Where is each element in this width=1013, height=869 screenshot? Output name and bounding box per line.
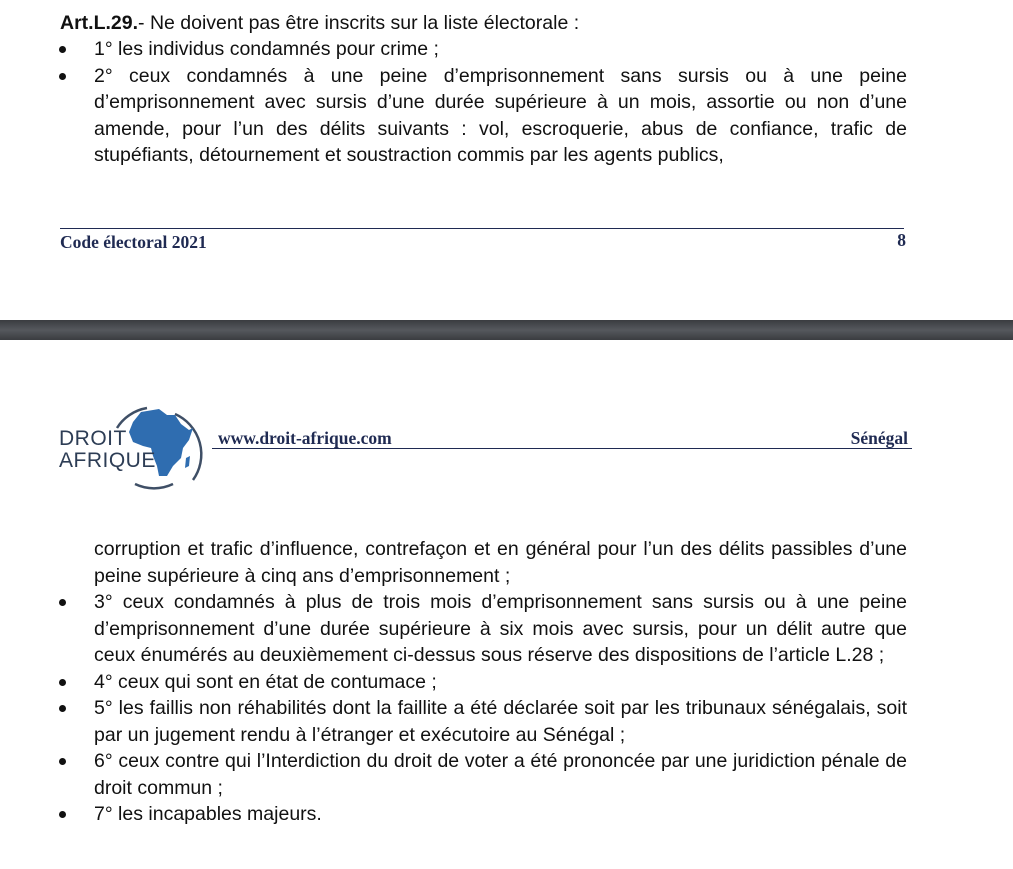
logo-text-line1: DROIT (59, 427, 127, 450)
list-item (0, 695, 907, 748)
list-item-text: 5° les faillis non réhabilités dont la faillite a été déclarée soit par les tribunaux sénégalais, soit par un jugement rendu à l’étranger et exécutoire au Sénégal ; (94, 697, 907, 746)
article-intro: - Ne doivent pas être inscrits sur la liste électorale : (138, 12, 580, 34)
list-item-text: 3° ceux condamnés à plus de trois mois d’emprisonnement sans sursis ou à une peine d’emprisonnement d’une durée supérieure à six mois avec sursis, pour un délit autre que ceux énumérés au deuxièmement ci-dessus sous réserve des dispositions de l’article L.28 ; (94, 591, 907, 666)
droit-afrique-logo (55, 400, 205, 492)
list-item (0, 589, 907, 669)
bullet-icon (59, 46, 66, 53)
article-heading (60, 10, 579, 36)
bullet-icon (59, 599, 66, 606)
list-item-text: 2° ceux condamnés à une peine d’emprisonnement sans sursis ou à une peine d’emprisonnement avec sursis d’une durée supérieure à un mois, assortie ou non d’une amende, pour l’un des délits suivants : vol, escroquerie, abus de confiance, trafic de stupéfiants, détournement et soustraction commis par les agents publics, (94, 64, 907, 166)
list-item (0, 63, 907, 169)
article-list-bottom (0, 589, 907, 828)
site-url-link[interactable]: www.droit-afrique.com (218, 428, 392, 448)
bullet-icon (59, 73, 66, 80)
list-item (0, 36, 907, 63)
bullet-icon (59, 705, 66, 712)
list-item (0, 669, 907, 696)
header-rule (212, 448, 912, 449)
article-number: Art.L.29. (60, 12, 139, 34)
bullet-icon (59, 811, 66, 818)
footer-rule (60, 228, 904, 229)
footer-document-title: Code électoral 2021 (60, 232, 207, 252)
article-list-top (0, 36, 907, 169)
bullet-icon (59, 679, 66, 686)
logo-text-line2: AFRIQUE (59, 449, 156, 472)
header-country: Sénégal (850, 428, 908, 448)
continuation-text: corruption et trafic d’influence, contrefaçon et en général pour l’un des délits passibles d’une peine supérieure à cinq ans d’emprisonnement ; (94, 538, 907, 587)
page-separator (0, 320, 1013, 340)
list-item (0, 801, 907, 828)
page-top (0, 0, 1013, 320)
list-item-text: 1° les individus condamnés pour crime ; (94, 38, 439, 60)
list-item (0, 748, 907, 801)
list-item-text: 7° les incapables majeurs. (94, 803, 322, 825)
list-item-text: 4° ceux qui sont en état de contumace ; (94, 670, 437, 693)
footer-page-number: 8 (897, 230, 906, 250)
bullet-icon (59, 758, 66, 765)
list-item-text: 6° ceux contre qui l’Interdiction du droit de voter a été prononcée par une juridiction pénale de droit commun ; (94, 750, 907, 799)
